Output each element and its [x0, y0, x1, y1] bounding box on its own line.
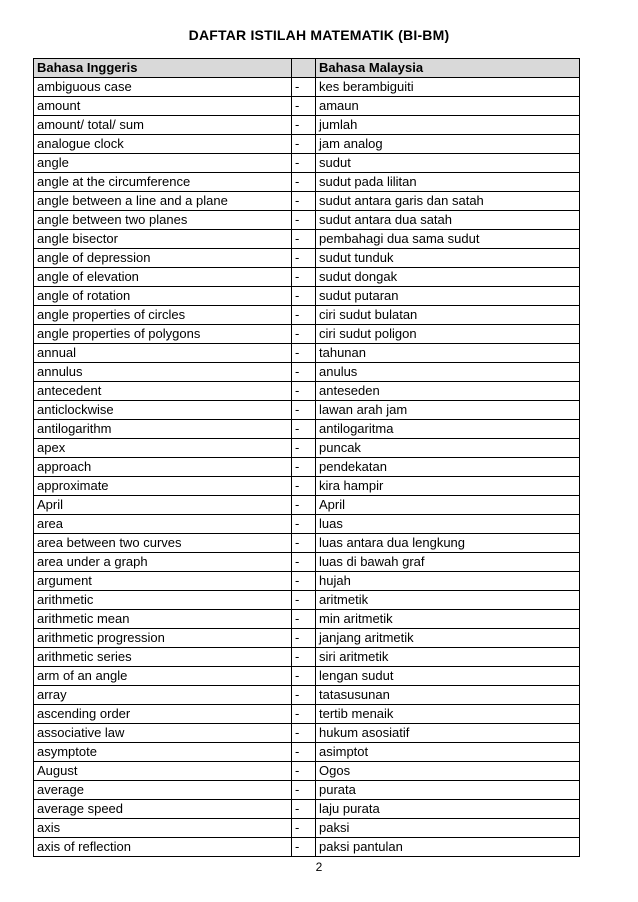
row-separator: -: [292, 439, 316, 458]
term-malay: April: [316, 496, 580, 515]
table-row: [34, 420, 580, 439]
row-separator: -: [292, 135, 316, 154]
term-english: anticlockwise: [34, 401, 292, 420]
row-separator: -: [292, 762, 316, 781]
term-malay: antilogaritma: [316, 420, 580, 439]
term-english: angle of depression: [34, 249, 292, 268]
table-row: [34, 534, 580, 553]
term-english: analogue clock: [34, 135, 292, 154]
row-separator: -: [292, 268, 316, 287]
table-row: [34, 591, 580, 610]
term-malay: tertib menaik: [316, 705, 580, 724]
row-separator: -: [292, 819, 316, 838]
table-header-row: [34, 59, 580, 78]
row-separator: -: [292, 686, 316, 705]
table-row: [34, 819, 580, 838]
term-english: argument: [34, 572, 292, 591]
header-malay: Bahasa Malaysia: [316, 59, 580, 78]
term-malay: luas: [316, 515, 580, 534]
row-separator: -: [292, 610, 316, 629]
term-english: August: [34, 762, 292, 781]
row-separator: -: [292, 344, 316, 363]
row-separator: -: [292, 420, 316, 439]
term-english: angle of rotation: [34, 287, 292, 306]
table-row: [34, 572, 580, 591]
term-malay: asimptot: [316, 743, 580, 762]
page-number: 2: [315, 860, 323, 874]
row-separator: -: [292, 534, 316, 553]
term-english: arm of an angle: [34, 667, 292, 686]
row-separator: -: [292, 591, 316, 610]
term-english: antilogarithm: [34, 420, 292, 439]
term-malay: hukum asosiatif: [316, 724, 580, 743]
table-row: [34, 477, 580, 496]
term-english: annulus: [34, 363, 292, 382]
term-malay: sudut tunduk: [316, 249, 580, 268]
table-row: [34, 154, 580, 173]
table-row: [34, 325, 580, 344]
term-english: angle: [34, 154, 292, 173]
term-malay: hujah: [316, 572, 580, 591]
row-separator: -: [292, 78, 316, 97]
term-english: area under a graph: [34, 553, 292, 572]
row-separator: -: [292, 401, 316, 420]
term-english: angle properties of polygons: [34, 325, 292, 344]
term-malay: pendekatan: [316, 458, 580, 477]
term-english: angle between two planes: [34, 211, 292, 230]
page-title: DAFTAR ISTILAH MATEMATIK (BI-BM): [188, 27, 450, 43]
term-malay: paksi pantulan: [316, 838, 580, 857]
row-separator: -: [292, 515, 316, 534]
row-separator: -: [292, 838, 316, 857]
term-english: April: [34, 496, 292, 515]
table-row: [34, 743, 580, 762]
table-row: [34, 800, 580, 819]
row-separator: -: [292, 382, 316, 401]
term-malay: anulus: [316, 363, 580, 382]
term-malay: sudut putaran: [316, 287, 580, 306]
table-row: [34, 458, 580, 477]
table-row: [34, 78, 580, 97]
term-english: arithmetic mean: [34, 610, 292, 629]
term-malay: sudut: [316, 154, 580, 173]
term-english: amount: [34, 97, 292, 116]
term-english: axis of reflection: [34, 838, 292, 857]
row-separator: -: [292, 724, 316, 743]
table-row: [34, 363, 580, 382]
row-separator: -: [292, 477, 316, 496]
row-separator: -: [292, 287, 316, 306]
row-separator: -: [292, 249, 316, 268]
term-english: angle between a line and a plane: [34, 192, 292, 211]
table-row: [34, 762, 580, 781]
term-english: average: [34, 781, 292, 800]
row-separator: -: [292, 572, 316, 591]
term-malay: amaun: [316, 97, 580, 116]
term-english: array: [34, 686, 292, 705]
row-separator: -: [292, 667, 316, 686]
table-row: [34, 724, 580, 743]
table-row: [34, 838, 580, 857]
term-english: arithmetic: [34, 591, 292, 610]
table-row: [34, 515, 580, 534]
term-malay: pembahagi dua sama sudut: [316, 230, 580, 249]
term-malay: siri aritmetik: [316, 648, 580, 667]
table-row: [34, 705, 580, 724]
term-english: annual: [34, 344, 292, 363]
glossary-rows: [34, 78, 580, 857]
term-english: angle properties of circles: [34, 306, 292, 325]
term-english: area: [34, 515, 292, 534]
table-row: [34, 686, 580, 705]
table-row: [34, 629, 580, 648]
table-row: [34, 230, 580, 249]
row-separator: -: [292, 173, 316, 192]
table-row: [34, 439, 580, 458]
term-malay: aritmetik: [316, 591, 580, 610]
term-english: arithmetic series: [34, 648, 292, 667]
glossary-table: [33, 58, 580, 857]
row-separator: -: [292, 496, 316, 515]
table-row: [34, 211, 580, 230]
row-separator: -: [292, 705, 316, 724]
term-malay: sudut antara garis dan satah: [316, 192, 580, 211]
table-row: [34, 287, 580, 306]
row-separator: -: [292, 230, 316, 249]
term-english: ambiguous case: [34, 78, 292, 97]
table-row: [34, 192, 580, 211]
term-malay: tahunan: [316, 344, 580, 363]
term-english: angle of elevation: [34, 268, 292, 287]
row-separator: -: [292, 743, 316, 762]
term-malay: lawan arah jam: [316, 401, 580, 420]
term-malay: purata: [316, 781, 580, 800]
table-row: [34, 268, 580, 287]
table-row: [34, 306, 580, 325]
row-separator: -: [292, 192, 316, 211]
term-english: arithmetic progression: [34, 629, 292, 648]
term-malay: tatasusunan: [316, 686, 580, 705]
table-row: [34, 344, 580, 363]
term-malay: Ogos: [316, 762, 580, 781]
term-malay: jam analog: [316, 135, 580, 154]
table-row: [34, 401, 580, 420]
table-row: [34, 553, 580, 572]
row-separator: -: [292, 629, 316, 648]
term-malay: laju purata: [316, 800, 580, 819]
table-row: [34, 173, 580, 192]
term-english: associative law: [34, 724, 292, 743]
table-row: [34, 97, 580, 116]
table-row: [34, 648, 580, 667]
term-english: approach: [34, 458, 292, 477]
term-malay: janjang aritmetik: [316, 629, 580, 648]
term-malay: lengan sudut: [316, 667, 580, 686]
table-row: [34, 116, 580, 135]
term-english: area between two curves: [34, 534, 292, 553]
term-malay: jumlah: [316, 116, 580, 135]
term-english: asymptote: [34, 743, 292, 762]
term-malay: kes berambiguiti: [316, 78, 580, 97]
header-separator: [292, 59, 316, 78]
row-separator: -: [292, 306, 316, 325]
table-row: [34, 249, 580, 268]
row-separator: -: [292, 97, 316, 116]
term-english: apex: [34, 439, 292, 458]
row-separator: -: [292, 363, 316, 382]
term-malay: sudut pada lilitan: [316, 173, 580, 192]
table-row: [34, 781, 580, 800]
row-separator: -: [292, 800, 316, 819]
term-english: antecedent: [34, 382, 292, 401]
term-english: axis: [34, 819, 292, 838]
term-malay: luas antara dua lengkung: [316, 534, 580, 553]
term-malay: ciri sudut bulatan: [316, 306, 580, 325]
table-row: [34, 610, 580, 629]
row-separator: -: [292, 781, 316, 800]
row-separator: -: [292, 648, 316, 667]
term-english: angle bisector: [34, 230, 292, 249]
row-separator: -: [292, 116, 316, 135]
table-row: [34, 667, 580, 686]
term-malay: anteseden: [316, 382, 580, 401]
table-row: [34, 135, 580, 154]
row-separator: -: [292, 154, 316, 173]
term-malay: sudut antara dua satah: [316, 211, 580, 230]
term-english: approximate: [34, 477, 292, 496]
row-separator: -: [292, 553, 316, 572]
term-malay: luas di bawah graf: [316, 553, 580, 572]
row-separator: -: [292, 325, 316, 344]
table-row: [34, 496, 580, 515]
term-malay: ciri sudut poligon: [316, 325, 580, 344]
table-row: [34, 382, 580, 401]
term-malay: paksi: [316, 819, 580, 838]
term-english: average speed: [34, 800, 292, 819]
term-malay: min aritmetik: [316, 610, 580, 629]
row-separator: -: [292, 458, 316, 477]
header-english: Bahasa Inggeris: [34, 59, 292, 78]
term-malay: sudut dongak: [316, 268, 580, 287]
term-malay: kira hampir: [316, 477, 580, 496]
term-malay: puncak: [316, 439, 580, 458]
term-english: amount/ total/ sum: [34, 116, 292, 135]
row-separator: -: [292, 211, 316, 230]
term-english: ascending order: [34, 705, 292, 724]
term-english: angle at the circumference: [34, 173, 292, 192]
